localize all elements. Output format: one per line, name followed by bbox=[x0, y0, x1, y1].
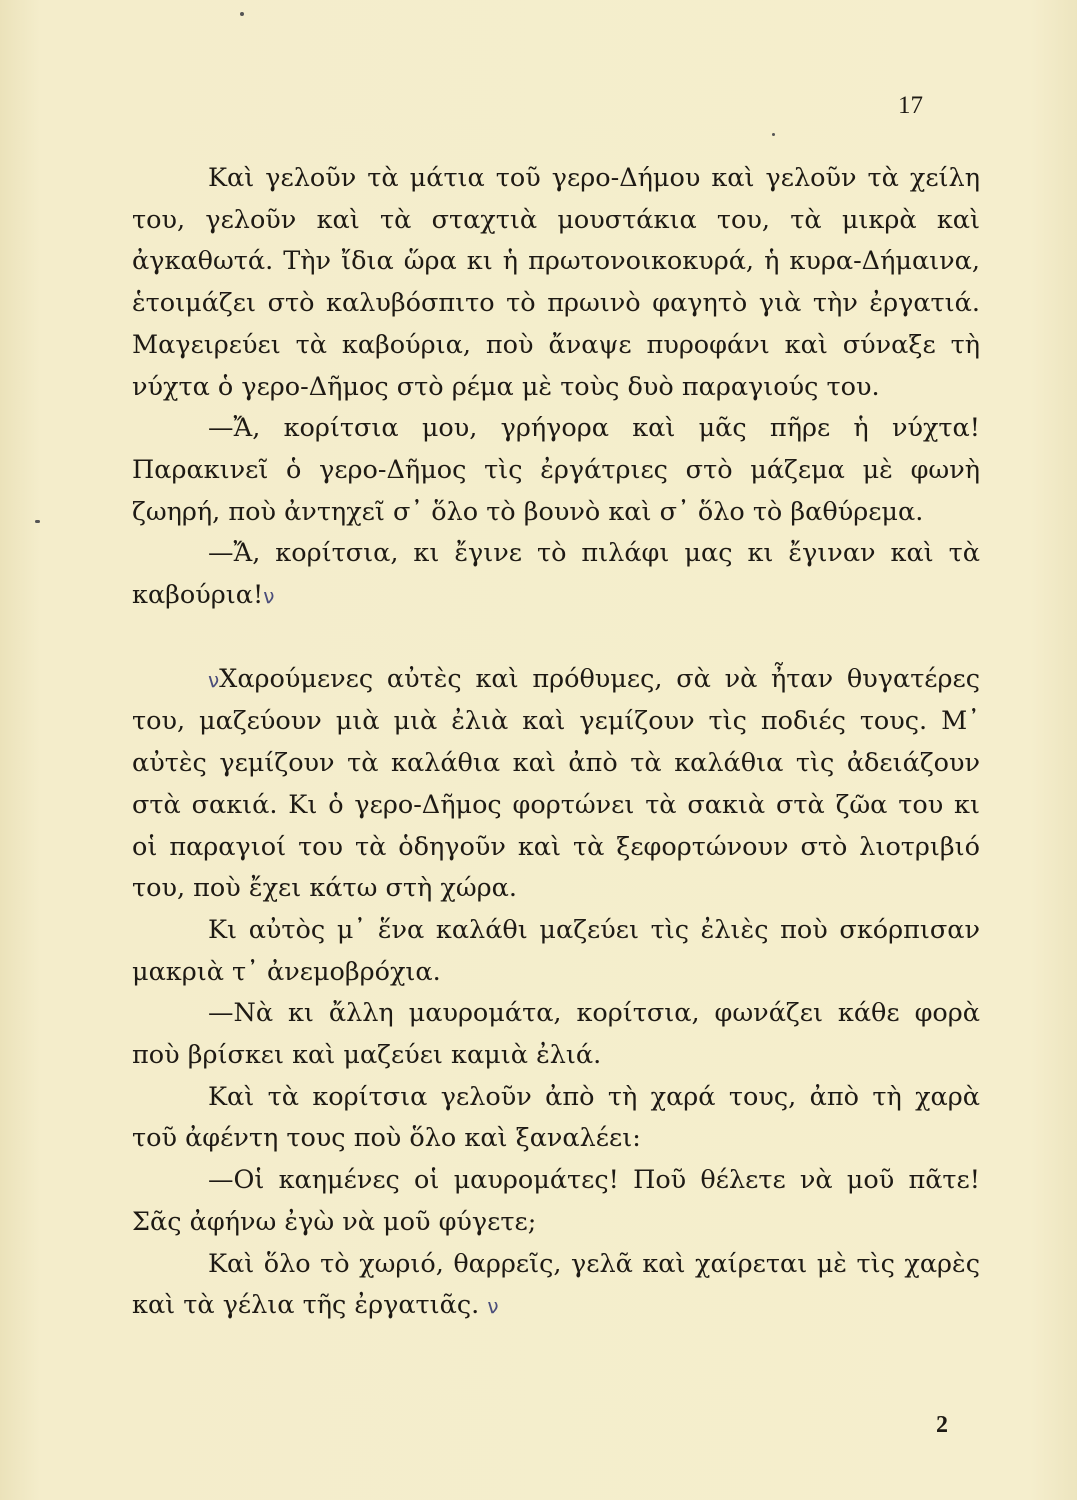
paragraph-text: —Ἄ, κορίτσια, κι ἔγινε τὸ πιλάφι μας κι ἔγιναν καὶ τὰ καβούρια! bbox=[132, 538, 980, 611]
paragraph bbox=[132, 659, 980, 910]
pencil-mark: ν bbox=[208, 667, 220, 692]
paragraph-text: Χαρούμενες αὐτὲς καὶ πρόθυμες, σὰ νὰ ἦταν θυγατέρες του, μαζεύουν μιὰ μιὰ ἐλιὰ καὶ γεμίζουν τὶς ποδιές τους. Μ᾽ αὐτὲς γεμίζουν τὰ καλάθια καὶ ἀπὸ τὰ καλάθια τὶς ἀδειάζουν στὰ σακιά. Κι ὁ γερο-Δῆμος φορτώνει τὰ σακιὰ στὰ ζῶα του κι οἱ παραγιοί του τὰ ὁδηγοῦν καὶ τὰ ξεφορτώνουν στὸ λιοτριβιό του, ποὺ ἔχει κάτω στὴ χώρα. bbox=[132, 663, 980, 904]
paragraph-text: Καὶ ὅλο τὸ χωριό, θαρρεῖς, γελᾶ καὶ χαίρεται μὲ τὶς χαρὲς καὶ τὰ γέλια τῆς ἐργατιᾶς. bbox=[132, 1248, 980, 1321]
signature-number: 2 bbox=[936, 1412, 948, 1438]
paragraph: Κι αὐτὸς μ᾽ ἕνα καλάθι μαζεύει τὶς ἐλιὲς ποὺ σκόρπισαν μακριὰ τ᾽ ἀνεμοβρόχια. bbox=[132, 914, 980, 987]
speck bbox=[35, 520, 40, 523]
paragraph: Καὶ τὰ κορίτσια γελοῦν ἀπὸ τὴ χαρά τους, ἀπὸ τὴ χαρὰ τοῦ ἀφέντη τους ποὺ ὅλο καὶ ξαναλέει: bbox=[132, 1081, 980, 1154]
pencil-mark: ν bbox=[263, 584, 275, 609]
paragraph bbox=[132, 1244, 980, 1328]
pencil-mark: ν bbox=[487, 1294, 499, 1319]
page-number: 17 bbox=[898, 92, 923, 119]
body-text bbox=[132, 158, 980, 1328]
paragraph: Καὶ γελοῦν τὰ μάτια τοῦ γερο-Δήμου καὶ γελοῦν τὰ χείλη του, γελοῦν καὶ τὰ σταχτιὰ μουστάκια του, τὰ μικρὰ καὶ ἀγκαθωτά. Τὴν ἴδια ὥρα κι ἡ πρωτονοικοκυρά, ἡ κυρα-Δήμαινα, ἑτοιμάζει στὸ καλυβόσπιτο τὸ πρωινὸ φαγητὸ γιὰ τὴν ἐργατιά. Μαγειρεύει τὰ καβούρια, ποὺ ἄναψε πυροφάνι καὶ σύναξε τὴ νύχτα ὁ γερο-Δῆμος στὸ ρέμα μὲ τοὺς δυὸ παραγιούς του. bbox=[132, 163, 980, 402]
speck bbox=[772, 133, 775, 136]
paragraph: —Νὰ κι ἄλλη μαυρομάτα, κορίτσια, φωνάζει κάθε φορὰ ποὺ βρίσκει καὶ μαζεύει καμιὰ ἐλιά. bbox=[132, 998, 980, 1071]
paragraph: —Οἱ καημένες οἱ μαυρομάτες! Ποῦ θέλετε νὰ μοῦ πᾶτε! Σᾶς ἀφήνω ἐγὼ νὰ μοῦ φύγετε; bbox=[132, 1165, 980, 1237]
speck bbox=[240, 12, 244, 16]
paragraph: —Ἄ, κορίτσια μου, γρήγορα καὶ μᾶς πῆρε ἡ νύχτα! Παρακινεῖ ὁ γερο-Δῆμος τὶς ἐργάτριες στὸ μάζεμα μὲ φωνὴ ζωηρή, ποὺ ἀντηχεῖ σ᾽ ὅλο τὸ βουνὸ καὶ σ᾽ ὅλο τὸ βαθύρεμα. bbox=[132, 413, 980, 527]
paragraph bbox=[132, 533, 980, 617]
